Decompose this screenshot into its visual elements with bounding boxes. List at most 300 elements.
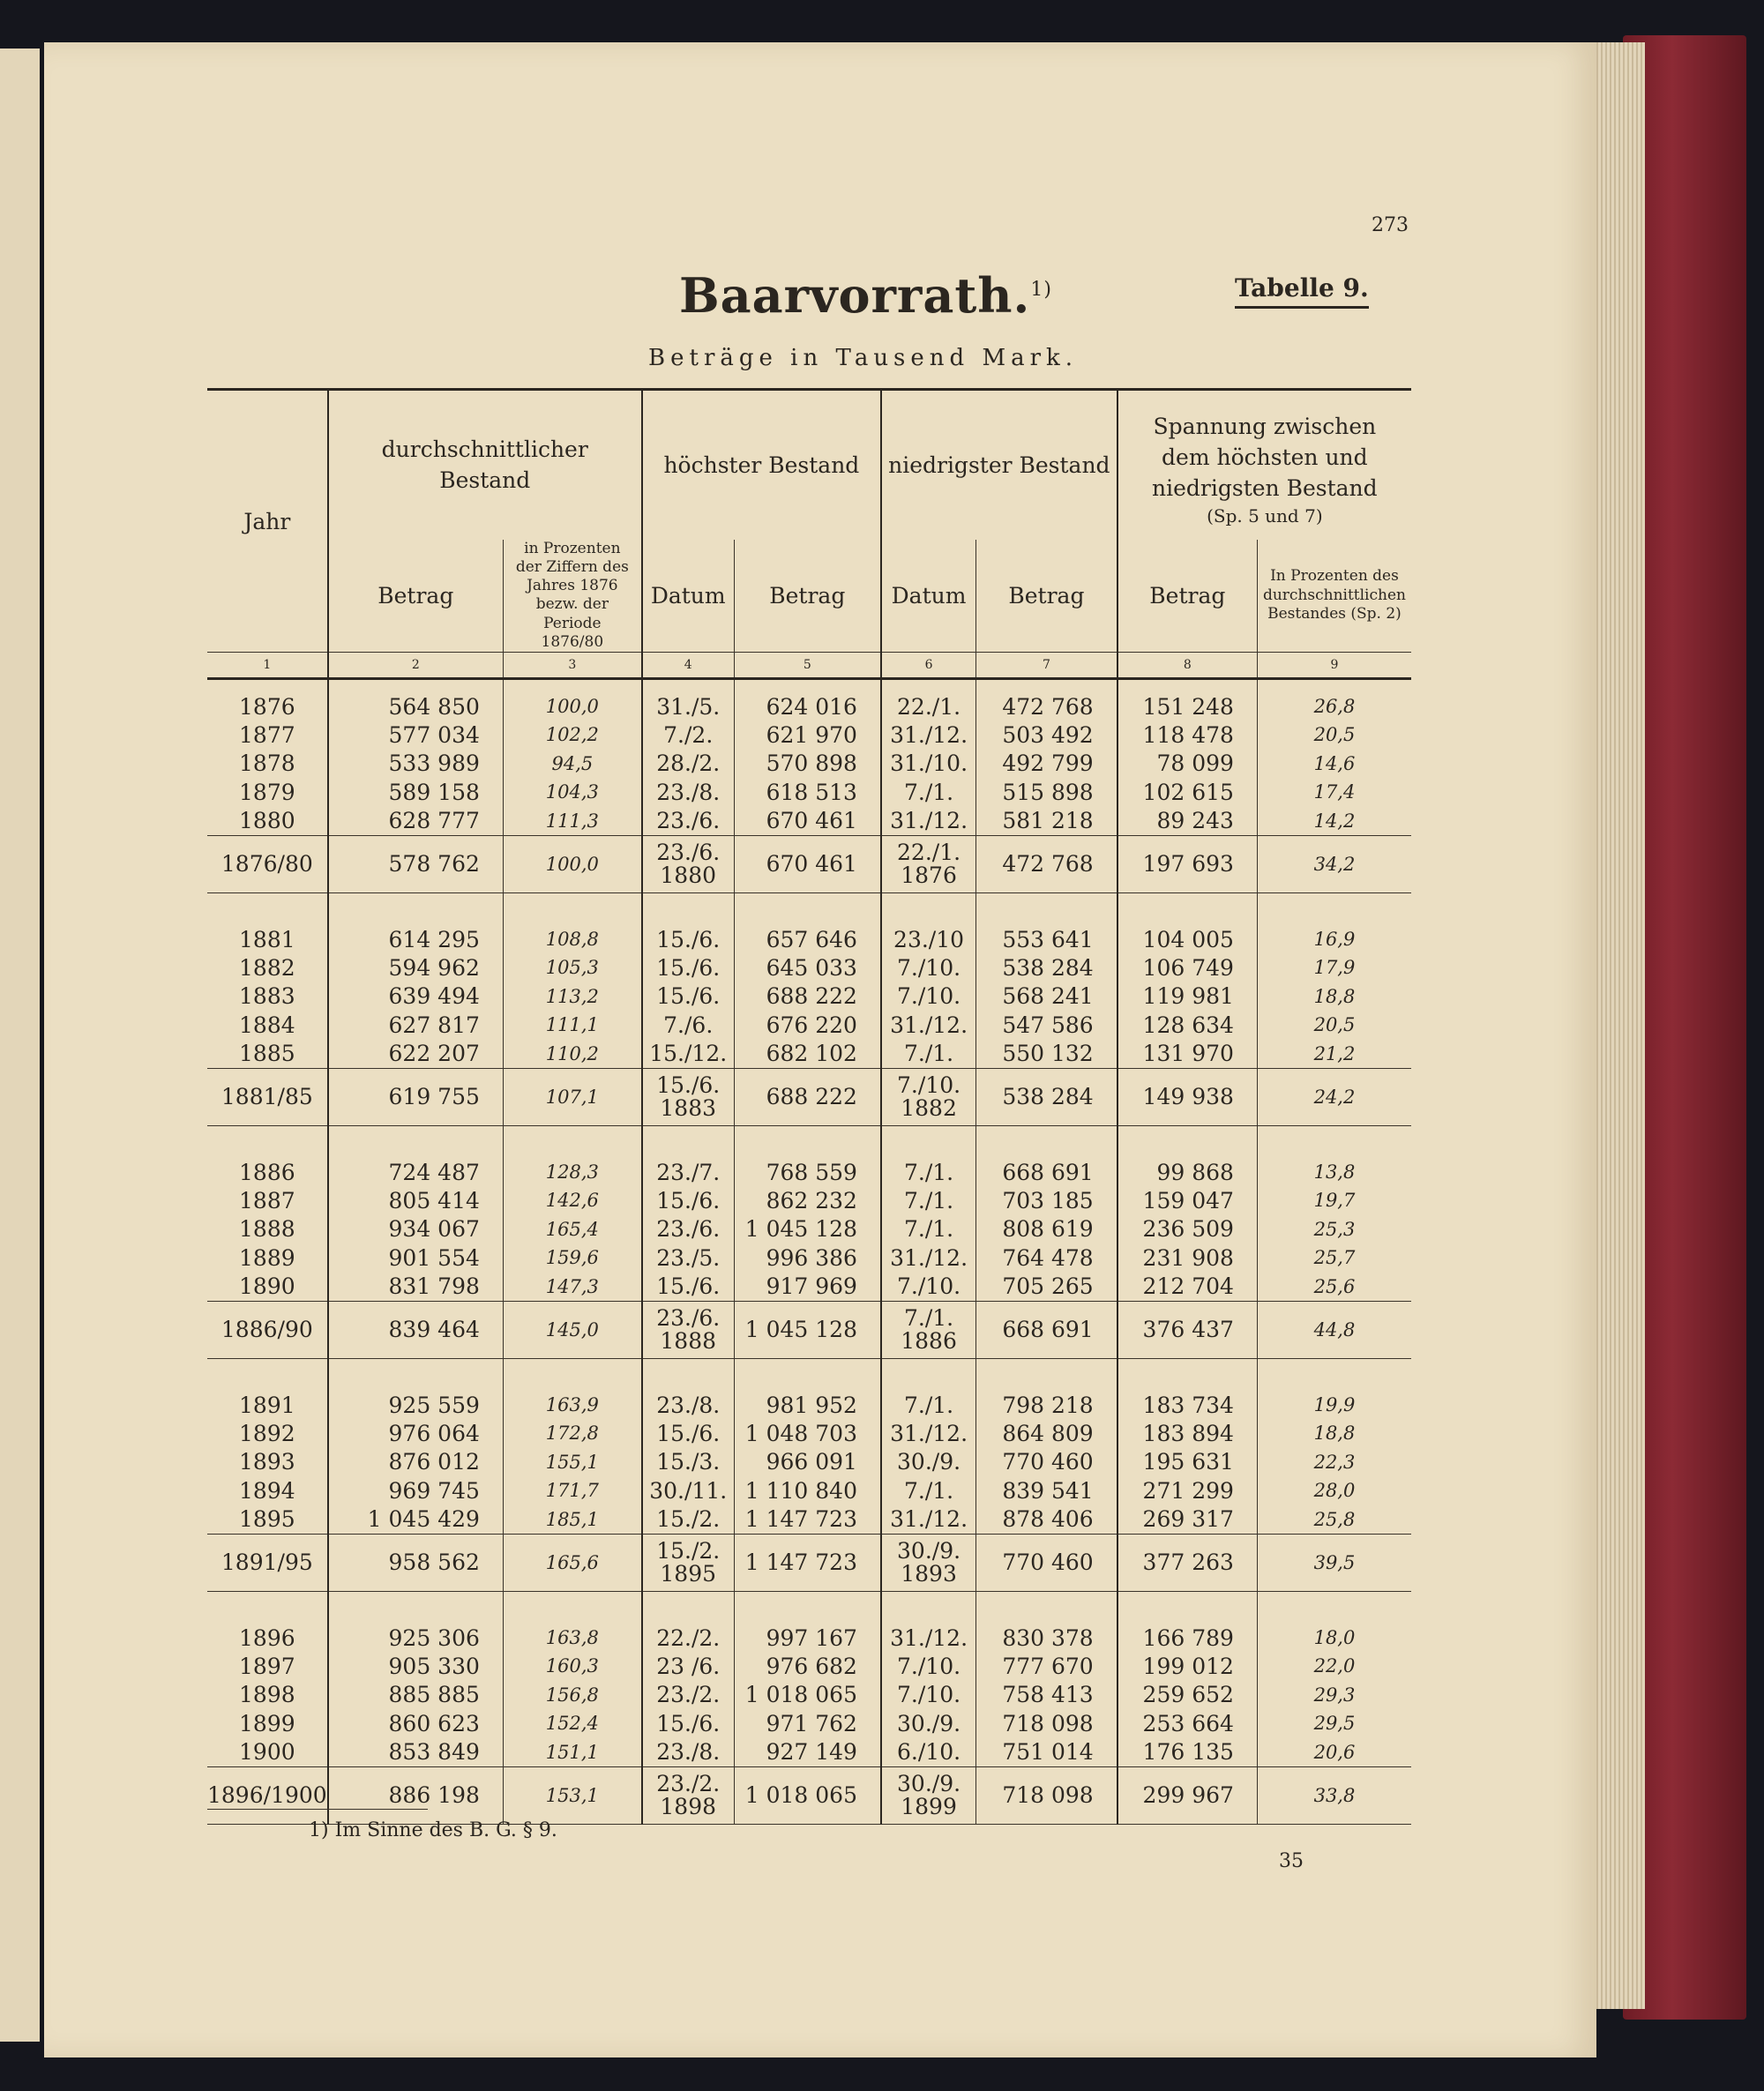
table-cell: 1879	[239, 779, 295, 805]
summary-cell-line: 1895	[660, 1561, 717, 1587]
summary-cell-line: 1893	[901, 1561, 957, 1587]
table-cell: 155,1	[503, 1448, 641, 1477]
table-cell: 7./10.	[881, 1681, 976, 1710]
gap-cell	[734, 1126, 881, 1146]
table-cell: 185,1	[503, 1505, 641, 1535]
gap-cell	[503, 1592, 641, 1612]
table-cell: 1899	[239, 1710, 295, 1736]
table-cell: 25,3	[1257, 1215, 1411, 1244]
table-cell: 1 048 703	[734, 1419, 881, 1448]
table-cell: 1900	[239, 1739, 295, 1766]
table-cell: 108,8	[503, 913, 641, 953]
table-cell: 969 745	[328, 1476, 504, 1505]
table-cell: 163,9	[503, 1378, 641, 1419]
table-cell: 853 849	[328, 1738, 504, 1767]
table-cell: 15./6.	[642, 913, 734, 953]
table-cell: 885 885	[328, 1681, 504, 1710]
table-cell: 14,6	[1257, 750, 1411, 779]
table-cell: 688 222	[734, 982, 881, 1012]
table-body	[207, 679, 1411, 1825]
table-cell: 31./12.	[881, 1243, 976, 1273]
table-row	[207, 679, 1411, 721]
table-cell: 7./10.	[881, 982, 976, 1012]
summary-cell: 149 938	[1117, 1069, 1258, 1126]
table-cell: 30./11.	[642, 1476, 734, 1505]
summary-cell: 619 755	[328, 1069, 504, 1126]
summary-cell-line: 1883	[660, 1095, 717, 1121]
table-cell: 1885	[239, 1041, 295, 1067]
header-niedrigster: niedrigster Bestand	[881, 390, 1117, 540]
summary-cell-line: 30./9.	[897, 1537, 961, 1564]
table-cell: 21,2	[1257, 1040, 1411, 1069]
summary-cell-line: 1886	[901, 1328, 957, 1354]
summary-cell	[642, 836, 734, 893]
summary-cell: 1886/90	[207, 1302, 328, 1359]
gap-cell	[1257, 1359, 1411, 1379]
summary-cell: 668 691	[976, 1302, 1117, 1359]
table-cell: 15./6.	[642, 1709, 734, 1738]
summary-cell	[642, 1535, 734, 1592]
table-cell: 682 102	[734, 1040, 881, 1069]
table-cell: 29,5	[1257, 1709, 1411, 1738]
summary-cell: 1876/80	[207, 836, 328, 893]
summary-cell	[642, 1302, 734, 1359]
summary-cell: 472 768	[976, 836, 1117, 893]
table-label: Tabelle 9.	[1235, 273, 1369, 309]
table-cell: 163,8	[503, 1611, 641, 1652]
table-cell: 23 /6.	[642, 1652, 734, 1681]
table-cell: 16,9	[1257, 913, 1411, 953]
summary-cell: 538 284	[976, 1069, 1117, 1126]
table-cell: 15./2.	[642, 1505, 734, 1535]
table-cell: 17,4	[1257, 778, 1411, 807]
table-cell: 199 012	[1117, 1652, 1258, 1681]
gap-cell	[976, 1359, 1117, 1379]
table-row	[207, 1273, 1411, 1302]
gap-cell	[207, 1592, 328, 1612]
table-row	[207, 1011, 1411, 1040]
table-cell: 105,3	[503, 953, 641, 982]
summary-row	[207, 1767, 1411, 1825]
table-cell: 7./1.	[881, 1040, 976, 1069]
table-row	[207, 982, 1411, 1012]
header-betrag-7: Betrag	[976, 540, 1117, 653]
table-cell: 670 461	[734, 807, 881, 836]
table-cell: 106 749	[1117, 953, 1258, 982]
table-cell: 102,2	[503, 721, 641, 750]
table-cell: 7./1.	[881, 1378, 976, 1419]
table-cell: 7./2.	[642, 721, 734, 750]
summary-cell: 39,5	[1257, 1535, 1411, 1592]
gap-cell	[328, 1359, 504, 1379]
table-row	[207, 1419, 1411, 1448]
table-cell: 1887	[239, 1187, 295, 1214]
table-cell: 111,1	[503, 1011, 641, 1040]
table-cell: 269 317	[1117, 1505, 1258, 1535]
table-cell: 966 091	[734, 1448, 881, 1477]
table-cell: 878 406	[976, 1505, 1117, 1535]
summary-cell: 688 222	[734, 1069, 881, 1126]
table-cell: 570 898	[734, 750, 881, 779]
header-datum-4: Datum	[642, 540, 734, 653]
summary-cell	[881, 1302, 976, 1359]
gap-cell	[328, 1126, 504, 1146]
gap-cell	[642, 1359, 734, 1379]
table-cell: 23./6.	[642, 1215, 734, 1244]
summary-cell: 958 562	[328, 1535, 504, 1592]
table-cell: 860 623	[328, 1709, 504, 1738]
table-cell: 547 586	[976, 1011, 1117, 1040]
summary-row	[207, 1302, 1411, 1359]
summary-cell-line: 7./1.	[903, 1304, 954, 1331]
footnote: 1) Im Sinne des B. G. § 9.	[309, 1819, 557, 1841]
title-footnote-mark: 1)	[1030, 279, 1052, 301]
gap-cell	[207, 1359, 328, 1379]
table-cell: 925 559	[328, 1378, 504, 1419]
summary-cell: 670 461	[734, 836, 881, 893]
table-row	[207, 1505, 1411, 1535]
gap-cell	[976, 893, 1117, 914]
table-cell: 1876	[239, 693, 295, 720]
table-cell: 564 850	[328, 679, 504, 721]
header-datum-6: Datum	[881, 540, 976, 653]
table-cell: 614 295	[328, 913, 504, 953]
table-cell: 705 265	[976, 1273, 1117, 1302]
summary-cell: 376 437	[1117, 1302, 1258, 1359]
table-cell: 971 762	[734, 1709, 881, 1738]
summary-cell: 34,2	[1257, 836, 1411, 893]
summary-cell	[881, 1535, 976, 1592]
table-cell: 118 478	[1117, 721, 1258, 750]
table-cell: 15./6.	[642, 1186, 734, 1215]
gap-cell	[1117, 1126, 1258, 1146]
left-page-edge	[0, 49, 40, 2042]
gap-cell	[1117, 1359, 1258, 1379]
table-cell: 777 670	[976, 1652, 1117, 1681]
summary-cell	[881, 1069, 976, 1126]
table-cell: 7./1.	[881, 1186, 976, 1215]
table-cell: 147,3	[503, 1273, 641, 1302]
table-cell: 23./6.	[642, 807, 734, 836]
table-cell: 981 952	[734, 1378, 881, 1419]
table-cell: 533 989	[328, 750, 504, 779]
gap-cell	[642, 893, 734, 914]
table-cell: 100,0	[503, 679, 641, 721]
summary-cell-line: 23./2.	[656, 1770, 721, 1796]
table-cell: 20,6	[1257, 1738, 1411, 1767]
table-cell: 131 970	[1117, 1040, 1258, 1069]
table-cell: 621 970	[734, 721, 881, 750]
group-gap	[207, 1126, 1411, 1146]
table-cell: 15./6.	[642, 982, 734, 1012]
table-cell: 159,6	[503, 1243, 641, 1273]
table-cell: 668 691	[976, 1146, 1117, 1186]
table-cell: 751 014	[976, 1738, 1117, 1767]
gap-cell	[734, 1592, 881, 1612]
table-cell: 30./9.	[881, 1448, 976, 1477]
summary-cell: 24,2	[1257, 1069, 1411, 1126]
table-cell: 925 306	[328, 1611, 504, 1652]
table-cell: 7./1.	[881, 1215, 976, 1244]
table-cell: 166 789	[1117, 1611, 1258, 1652]
table-cell: 538 284	[976, 953, 1117, 982]
summary-cell-line: 1880	[660, 863, 717, 888]
summary-cell-line: 1888	[660, 1328, 717, 1354]
book-page	[44, 42, 1596, 2057]
table-cell: 7./10.	[881, 1652, 976, 1681]
table-cell: 25,6	[1257, 1273, 1411, 1302]
table-cell: 29,3	[1257, 1681, 1411, 1710]
gap-cell	[1257, 1592, 1411, 1612]
table-cell: 151 248	[1117, 679, 1258, 721]
header-durchschnittlicher: durchschnittlicher Bestand	[328, 390, 642, 540]
summary-cell-line: 22./1.	[897, 839, 961, 865]
table-cell: 758 413	[976, 1681, 1117, 1710]
table-cell: 976 682	[734, 1652, 881, 1681]
table-cell: 1883	[239, 983, 295, 1010]
table-cell: 20,5	[1257, 1011, 1411, 1040]
table-cell: 23./8.	[642, 1378, 734, 1419]
table-cell: 119 981	[1117, 982, 1258, 1012]
table-row	[207, 778, 1411, 807]
summary-cell-line: 15./6.	[656, 1072, 721, 1098]
summary-cell: 153,1	[503, 1767, 641, 1825]
gap-cell	[642, 1592, 734, 1612]
table-cell: 104 005	[1117, 913, 1258, 953]
table-cell: 31./12.	[881, 1419, 976, 1448]
table-cell: 13,8	[1257, 1146, 1411, 1186]
table-cell: 18,8	[1257, 1419, 1411, 1448]
header-prozent-3: in Prozenten der Ziffern des Jahres 1876 bezw. der Periode 1876/80	[503, 540, 641, 653]
sheet-number: 35	[1279, 1850, 1304, 1872]
table-cell: 770 460	[976, 1448, 1117, 1477]
summary-cell-line: 1876	[901, 863, 957, 888]
summary-cell	[642, 1767, 734, 1825]
col-number: 3	[503, 653, 641, 679]
table-cell: 805 414	[328, 1186, 504, 1215]
table-cell: 31./12.	[881, 1611, 976, 1652]
table-cell: 23./8.	[642, 1738, 734, 1767]
table-cell: 976 064	[328, 1419, 504, 1448]
table-cell: 1889	[239, 1244, 295, 1271]
table-cell: 622 207	[328, 1040, 504, 1069]
table-cell: 172,8	[503, 1419, 641, 1448]
table-cell: 28,0	[1257, 1476, 1411, 1505]
table-row	[207, 1476, 1411, 1505]
table-cell: 492 799	[976, 750, 1117, 779]
gap-cell	[503, 893, 641, 914]
header-betrag-8: Betrag	[1117, 540, 1258, 653]
table-cell: 997 167	[734, 1611, 881, 1652]
table-cell: 259 652	[1117, 1681, 1258, 1710]
gap-cell	[881, 1592, 976, 1612]
summary-cell-line: 30./9.	[897, 1770, 961, 1796]
table-cell: 1897	[239, 1653, 295, 1679]
table-cell: 19,9	[1257, 1378, 1411, 1419]
col-number: 6	[881, 653, 976, 679]
table-cell: 1890	[239, 1273, 295, 1300]
data-table	[207, 388, 1411, 1825]
table-cell: 18,0	[1257, 1611, 1411, 1652]
table-cell: 1898	[239, 1682, 295, 1708]
table-cell: 31./12.	[881, 807, 976, 836]
table-cell: 253 664	[1117, 1709, 1258, 1738]
table-cell: 1880	[239, 808, 295, 834]
table-cell: 627 817	[328, 1011, 504, 1040]
summary-cell: 1896/1900	[207, 1767, 328, 1825]
table-cell: 1892	[239, 1420, 295, 1446]
table-cell: 1888	[239, 1216, 295, 1243]
table-row	[207, 1448, 1411, 1477]
table-cell: 176 135	[1117, 1738, 1258, 1767]
table-cell: 22,3	[1257, 1448, 1411, 1477]
table-row	[207, 913, 1411, 953]
table-cell: 28./2.	[642, 750, 734, 779]
gap-cell	[642, 1126, 734, 1146]
header-hoechster: höchster Bestand	[642, 390, 881, 540]
table-cell: 515 898	[976, 778, 1117, 807]
table-row	[207, 1186, 1411, 1215]
table-cell: 1886	[239, 1159, 295, 1185]
table-cell: 18,8	[1257, 982, 1411, 1012]
table-cell: 657 646	[734, 913, 881, 953]
table-cell: 23./5.	[642, 1243, 734, 1273]
table-cell: 1 045 128	[734, 1215, 881, 1244]
table-cell: 99 868	[1117, 1146, 1258, 1186]
summary-cell	[642, 1069, 734, 1126]
table-row	[207, 1040, 1411, 1069]
col-number: 2	[328, 653, 504, 679]
title-text: Baarvorrath.	[679, 267, 1031, 324]
summary-cell-line: 1882	[901, 1095, 957, 1121]
table-cell: 19,7	[1257, 1186, 1411, 1215]
header-betrag-2: Betrag	[328, 540, 504, 653]
col-number: 5	[734, 653, 881, 679]
table-cell: 15./3.	[642, 1448, 734, 1477]
summary-cell: 1 018 065	[734, 1767, 881, 1825]
table-cell: 553 641	[976, 913, 1117, 953]
summary-row	[207, 1535, 1411, 1592]
table-cell: 31./12.	[881, 1505, 976, 1535]
table-cell: 7./10.	[881, 1273, 976, 1302]
table-cell: 676 220	[734, 1011, 881, 1040]
table-cell: 1891	[239, 1392, 295, 1418]
table-cell: 22,0	[1257, 1652, 1411, 1681]
table-cell: 31./10.	[881, 750, 976, 779]
summary-cell: 197 693	[1117, 836, 1258, 893]
gap-cell	[1117, 1592, 1258, 1612]
table-cell: 1895	[239, 1506, 295, 1533]
table-cell: 102 615	[1117, 778, 1258, 807]
summary-cell: 1891/95	[207, 1535, 328, 1592]
table-cell: 30./9.	[881, 1709, 976, 1738]
table-cell: 1878	[239, 751, 295, 777]
table-cell: 1893	[239, 1449, 295, 1475]
table-cell: 113,2	[503, 982, 641, 1012]
table-cell: 1877	[239, 721, 295, 748]
table-cell: 1 018 065	[734, 1681, 881, 1710]
table-cell: 94,5	[503, 750, 641, 779]
group-gap	[207, 1359, 1411, 1379]
table-cell: 152,4	[503, 1709, 641, 1738]
summary-cell: 107,1	[503, 1069, 641, 1126]
table-row	[207, 1709, 1411, 1738]
table-row	[207, 750, 1411, 779]
summary-cell: 165,6	[503, 1535, 641, 1592]
table-cell: 839 541	[976, 1476, 1117, 1505]
gap-cell	[734, 893, 881, 914]
table-row	[207, 1611, 1411, 1652]
table-row	[207, 1738, 1411, 1767]
table-cell: 1881	[239, 926, 295, 952]
table-cell: 798 218	[976, 1378, 1117, 1419]
summary-cell: 1 147 723	[734, 1535, 881, 1592]
table-cell: 25,8	[1257, 1505, 1411, 1535]
table-cell: 15./6.	[642, 953, 734, 982]
table-cell: 26,8	[1257, 679, 1411, 721]
col-number: 8	[1117, 653, 1258, 679]
table-cell: 195 631	[1117, 1448, 1258, 1477]
summary-cell: 1881/85	[207, 1069, 328, 1126]
table-cell: 876 012	[328, 1448, 504, 1477]
gap-cell	[976, 1592, 1117, 1612]
table-cell: 159 047	[1117, 1186, 1258, 1215]
gap-cell	[328, 893, 504, 914]
page-block-edge	[1592, 42, 1645, 2009]
table-cell: 31./5.	[642, 679, 734, 721]
table-cell: 917 969	[734, 1273, 881, 1302]
table-cell: 1882	[239, 954, 295, 981]
table-cell: 1884	[239, 1012, 295, 1038]
table-cell: 212 704	[1117, 1273, 1258, 1302]
table-cell: 639 494	[328, 982, 504, 1012]
table-cell: 7./10.	[881, 953, 976, 982]
table-cell: 231 908	[1117, 1243, 1258, 1273]
table-cell: 628 777	[328, 807, 504, 836]
summary-cell: 886 198	[328, 1767, 504, 1825]
table-cell: 17,9	[1257, 953, 1411, 982]
summary-row	[207, 1069, 1411, 1126]
table-cell: 165,4	[503, 1215, 641, 1244]
table-cell: 236 509	[1117, 1215, 1258, 1244]
table-cell: 703 185	[976, 1186, 1117, 1215]
summary-cell: 839 464	[328, 1302, 504, 1359]
gap-cell	[881, 893, 976, 914]
table-cell: 20,5	[1257, 721, 1411, 750]
summary-cell: 299 967	[1117, 1767, 1258, 1825]
table-cell: 22./2.	[642, 1611, 734, 1652]
table-cell: 808 619	[976, 1215, 1117, 1244]
table-cell: 831 798	[328, 1273, 504, 1302]
table-cell: 15./12.	[642, 1040, 734, 1069]
table-cell: 7./6.	[642, 1011, 734, 1040]
table-cell: 15./6.	[642, 1273, 734, 1302]
table-cell: 151,1	[503, 1738, 641, 1767]
table-row	[207, 953, 1411, 982]
table-cell: 128 634	[1117, 1011, 1258, 1040]
table-cell: 89 243	[1117, 807, 1258, 836]
summary-cell-line: 15./2.	[656, 1537, 721, 1564]
summary-cell-line: 23./6.	[656, 839, 721, 865]
table-cell: 996 386	[734, 1243, 881, 1273]
table-cell: 23./8.	[642, 778, 734, 807]
gap-cell	[1257, 893, 1411, 914]
gap-cell	[207, 1126, 328, 1146]
footnote-rule	[207, 1809, 428, 1810]
summary-cell	[881, 836, 976, 893]
table-row	[207, 721, 1411, 750]
page-title	[679, 267, 1052, 324]
